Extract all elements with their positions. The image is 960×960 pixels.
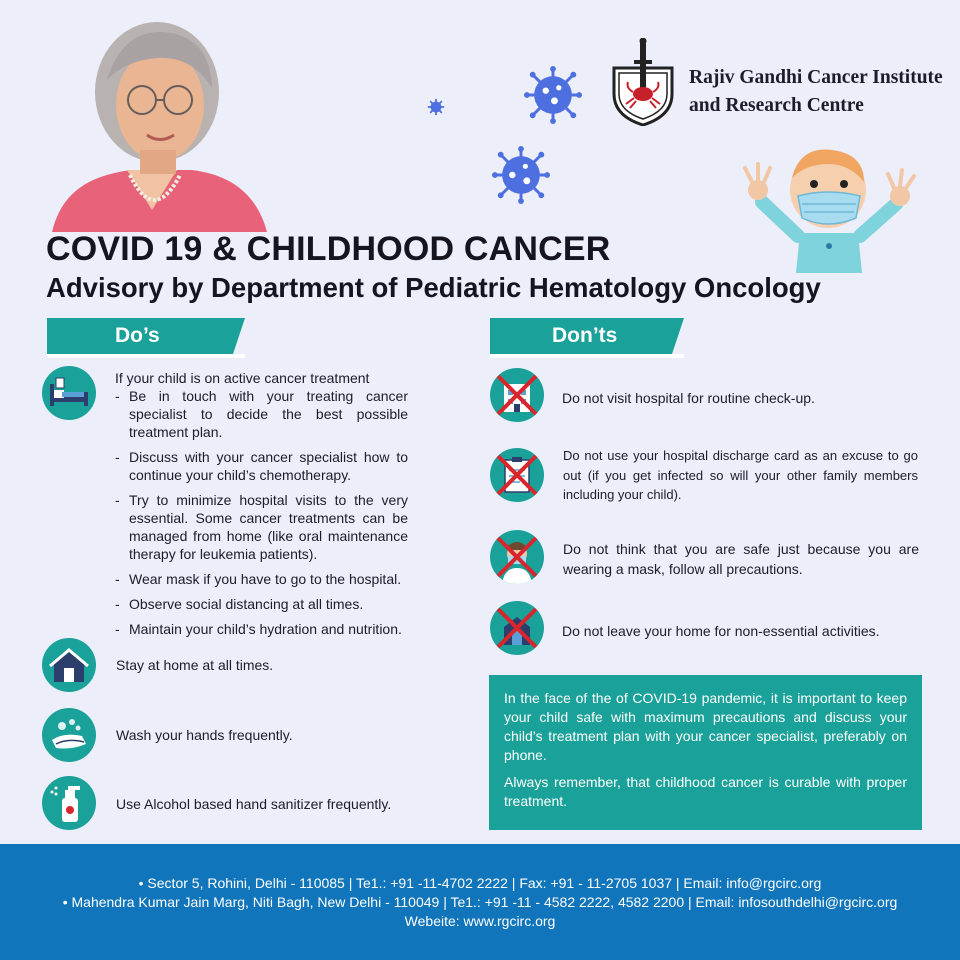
list-item: - Maintain your child’s hydration and nutrition. xyxy=(115,620,408,638)
dont-mask-only-text: Do not think that you are safe just because you are wearing a mask, follow all precautions. xyxy=(563,541,919,577)
no-discharge-card-icon xyxy=(490,448,544,502)
footer-niti-bagh-address: • Mahendra Kumar Jain Marg, Niti Bagh, New Delhi - 110049 | Te1.: +91 -11 - 4582 2222, 4582 2200 | Email: infosouthdelhi@rgcirc.org xyxy=(62,894,898,910)
dos-heading-underline xyxy=(47,354,245,358)
page-title: COVID 19 & CHILDHOOD CANCER xyxy=(46,230,611,268)
sanitizer-bottle-icon xyxy=(42,776,96,830)
stay-home-text: Stay at home at all times. xyxy=(116,657,274,673)
dont-discharge-card-text: Do not use your hospital discharge card as an excuse to go out (if you get infected so will your other family members including your child). xyxy=(563,448,918,502)
dos-heading-label: Do’s xyxy=(115,324,160,347)
list-item: - Be in touch with your treating cancer specialist to decide the best possible treatment plan. xyxy=(115,387,408,441)
hand-wash-icon xyxy=(42,708,96,762)
virus-icon xyxy=(427,98,445,116)
contact-footer xyxy=(0,844,960,960)
no-leaving-home-icon xyxy=(490,601,544,655)
dos-heading xyxy=(47,318,233,354)
no-hospital-icon xyxy=(490,368,544,422)
list-item: - Wear mask if you have to go to the hospital. xyxy=(115,570,408,588)
donts-heading xyxy=(490,318,672,354)
dont-leave-home-text: Do not leave your home for non-essential activities. xyxy=(562,623,880,639)
active-treatment-list xyxy=(115,387,408,638)
list-item: - Try to minimize hospital visits to the very essential. Some cancer treatments can be managed from home (like oral maintenance therapy for leukemia patients). xyxy=(115,491,408,563)
hospital-bed-icon xyxy=(42,366,96,420)
page-subtitle: Advisory by Department of Pediatric Hematology Oncology xyxy=(46,272,821,303)
no-mask-only-icon xyxy=(490,530,544,584)
virus-icon xyxy=(492,146,550,204)
institute-name xyxy=(689,64,943,120)
virus-icon xyxy=(524,66,582,124)
list-item: - Discuss with your cancer specialist how to continue your child’s chemotherapy. xyxy=(115,448,408,484)
donts-heading-underline xyxy=(490,354,684,358)
active-treatment-lead: If your child is on active cancer treatment xyxy=(115,370,370,386)
footer-rohini-address: • Sector 5, Rohini, Delhi - 110085 | Te1.: +91 -11-4702 2222 | Fax: +91 - 11-2705 1037 | Email: info@rgcirc.org xyxy=(138,875,822,891)
dont-hospital-visit-text: Do not visit hospital for routine check-up. xyxy=(562,390,815,406)
advice-paragraph-2: Always remember, that childhood cancer is curable with proper treatment. xyxy=(504,774,907,809)
doctor-portrait xyxy=(52,10,267,232)
list-item: - Observe social distancing at all times. xyxy=(115,595,408,613)
advice-paragraph-1: In the face of the of COVID-19 pandemic, it is important to keep your child safe with maximum precautions and discuss your child’s treatment plan with your cancer specialist, preferably on phone. xyxy=(504,690,907,763)
house-icon xyxy=(42,638,96,692)
active-treatment-section xyxy=(115,369,408,645)
institute-name-line1: Rajiv Gandhi Cancer Institute xyxy=(689,67,943,88)
donts-heading-notch xyxy=(672,318,684,354)
donts-heading-label: Don’ts xyxy=(552,324,618,347)
child-with-mask-illustration xyxy=(740,138,918,273)
dos-heading-notch xyxy=(233,318,245,354)
institute-name-line2: and Research Centre xyxy=(689,95,864,116)
footer-website: Webeite: www.rgcirc.org xyxy=(404,913,556,929)
wash-hands-text: Wash your hands frequently. xyxy=(116,727,293,743)
sanitizer-text: Use Alcohol based hand sanitizer frequently. xyxy=(116,796,392,812)
advice-box xyxy=(489,675,922,830)
institute-logo xyxy=(610,38,676,126)
